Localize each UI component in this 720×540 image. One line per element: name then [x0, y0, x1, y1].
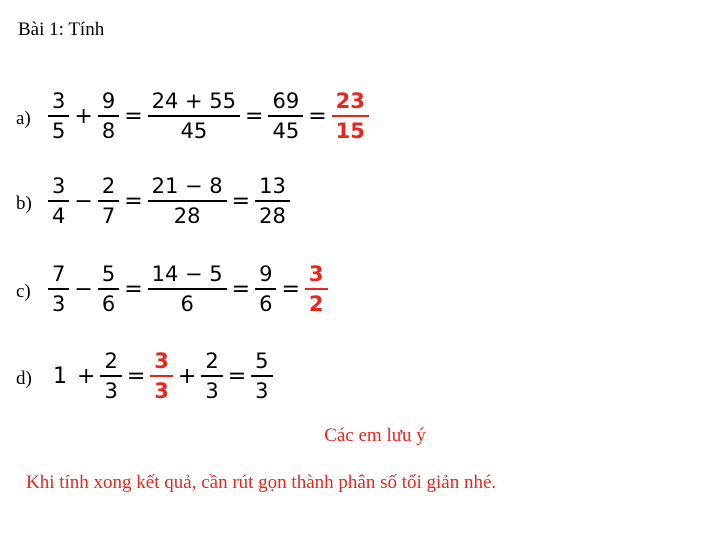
fraction	[100, 173, 117, 229]
operator: =	[231, 276, 251, 302]
fraction	[270, 88, 301, 144]
exercise-row-c	[16, 259, 328, 319]
fraction	[257, 261, 274, 317]
fraction-bar	[268, 115, 303, 117]
denominator: 45	[180, 119, 208, 143]
fraction-bar	[251, 375, 272, 377]
fraction	[203, 348, 220, 404]
fraction-bar	[100, 375, 121, 377]
denominator: 3	[154, 379, 169, 403]
denominator: 6	[259, 292, 273, 316]
fraction-bar	[148, 115, 240, 117]
math-expression	[48, 88, 369, 144]
row-label: b)	[16, 193, 32, 214]
denominator: 5	[52, 119, 66, 143]
denominator: 28	[259, 204, 286, 228]
fraction	[102, 348, 119, 404]
fraction	[100, 88, 117, 144]
operator: =	[124, 276, 143, 302]
note-heading-text: Các em lưu ý	[324, 425, 426, 446]
fraction-bar	[255, 288, 276, 290]
operator: =	[227, 363, 247, 389]
denominator: 3	[52, 292, 66, 316]
fraction	[150, 261, 225, 317]
fraction-bar	[305, 288, 328, 290]
fraction	[257, 173, 288, 229]
numerator: 3	[52, 89, 66, 113]
math-expression	[48, 348, 273, 404]
fraction	[50, 261, 67, 317]
fraction	[100, 261, 117, 317]
denominator: 45	[272, 119, 300, 143]
exercise-title: Bài 1: Tính	[18, 19, 105, 40]
numerator: 2	[101, 174, 116, 198]
operator: =	[124, 188, 143, 214]
fraction-bar	[48, 288, 69, 290]
numerator: 24 + 55	[151, 89, 237, 113]
row-label: d)	[16, 368, 32, 389]
operator: +	[177, 363, 197, 389]
fraction-bar	[255, 200, 290, 202]
math-expression	[48, 173, 290, 229]
denominator: 2	[308, 292, 324, 316]
operator: =	[231, 188, 251, 214]
row-label: a)	[16, 108, 31, 129]
fraction-bar	[98, 288, 119, 290]
operator: −	[74, 276, 93, 302]
fraction-bar	[148, 288, 227, 290]
numerator: 69	[272, 89, 300, 113]
denominator: 8	[101, 119, 116, 143]
fraction	[50, 88, 67, 144]
numerator: 23	[335, 89, 365, 113]
operator: +	[77, 363, 96, 389]
operator: =	[245, 103, 264, 129]
denominator: 6	[101, 292, 116, 316]
fraction-bar	[201, 375, 222, 377]
fraction	[152, 348, 171, 404]
fraction-bar	[150, 375, 173, 377]
exercise-row-d	[16, 346, 273, 406]
fraction-bar	[148, 200, 227, 202]
numerator: 3	[308, 262, 324, 286]
numerator: 14 − 5	[151, 262, 223, 286]
numerator: 9	[259, 262, 273, 286]
fraction-bar	[98, 115, 119, 117]
fraction-bar	[48, 115, 69, 117]
note-heading	[0, 425, 720, 447]
fraction	[334, 88, 367, 144]
denominator: 15	[335, 119, 365, 143]
numerator: 3	[52, 174, 66, 198]
denominator: 4	[52, 204, 66, 228]
denominator: 3	[104, 379, 118, 403]
numerator: 5	[101, 262, 116, 286]
note-text: Khi tính xong kết quả, cần rút gọn thành phân số tối giản nhé.	[26, 472, 497, 493]
operator: =	[126, 363, 146, 389]
operator: =	[308, 103, 327, 129]
fraction	[253, 348, 270, 404]
numerator: 2	[104, 349, 118, 373]
exercise-row-a	[16, 86, 369, 146]
fraction	[50, 173, 67, 229]
numerator: 2	[205, 349, 219, 373]
fraction-bar	[98, 200, 119, 202]
operator: =	[281, 276, 300, 302]
fraction-bar	[48, 200, 69, 202]
denominator: 7	[101, 204, 116, 228]
fraction	[150, 88, 238, 144]
operator: 1	[53, 363, 67, 389]
fraction	[307, 261, 326, 317]
row-label: c)	[16, 281, 31, 302]
fraction-bar	[332, 115, 369, 117]
numerator: 7	[52, 262, 66, 286]
numerator: 9	[101, 89, 116, 113]
operator: =	[124, 103, 143, 129]
operator: −	[74, 188, 93, 214]
denominator: 3	[205, 379, 219, 403]
math-expression	[48, 261, 328, 317]
numerator: 3	[154, 349, 169, 373]
numerator: 5	[255, 349, 269, 373]
exercise-row-b	[16, 171, 290, 231]
numerator: 21 − 8	[151, 174, 223, 198]
denominator: 3	[255, 379, 269, 403]
operator: +	[74, 103, 93, 129]
numerator: 13	[259, 174, 286, 198]
denominator: 28	[173, 204, 201, 228]
denominator: 6	[180, 292, 194, 316]
fraction	[150, 173, 225, 229]
